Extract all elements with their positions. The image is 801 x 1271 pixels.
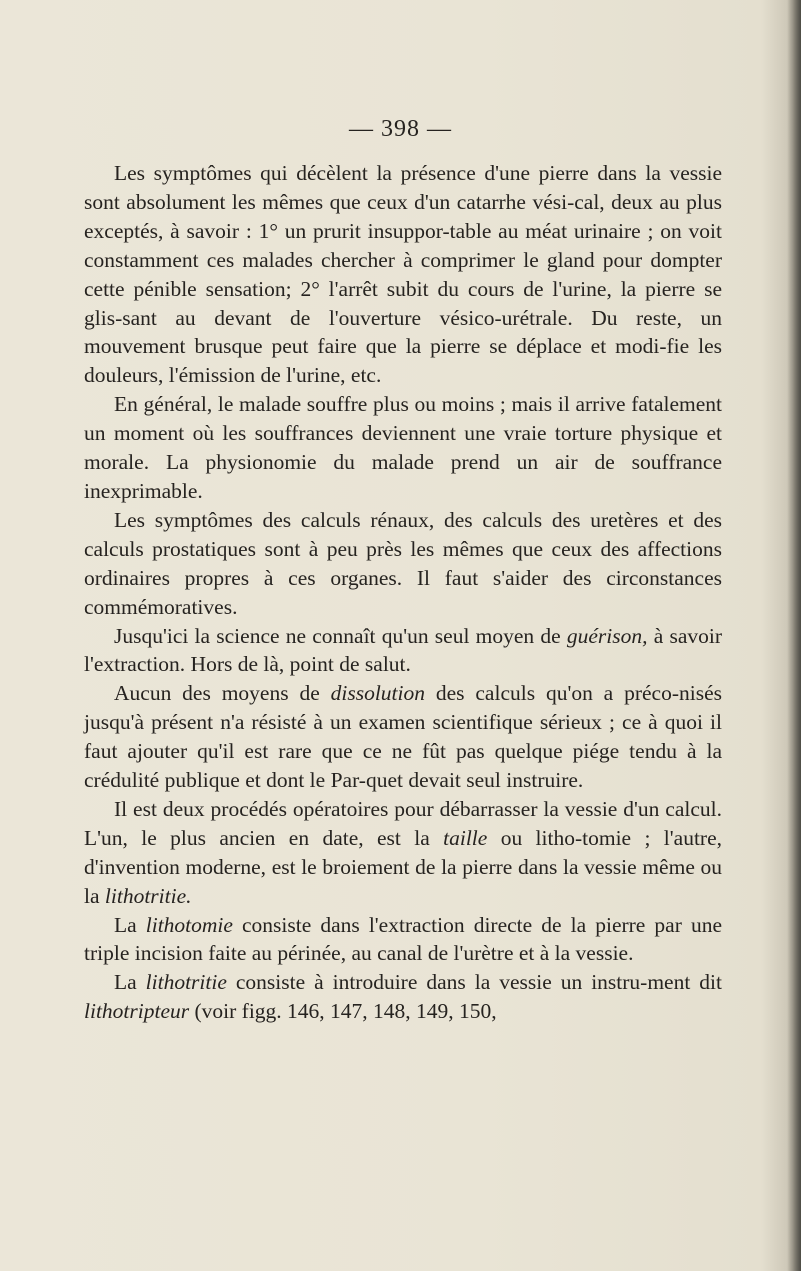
italic-term: lithotritie.: [104, 883, 192, 908]
text-run: La: [114, 970, 146, 995]
italic-term: lithotritie: [145, 970, 227, 995]
paragraph: [84, 506, 722, 622]
text-run: (voir figg. 146, 147, 148, 149, 150,: [189, 999, 497, 1024]
text-run: consiste dans l'extraction directe de la pierre par une triple incision faite au périnée, au canal de l'urètre et à la vessie.: [84, 912, 722, 966]
page-number: — 398 —: [349, 116, 452, 142]
italic-term: taille: [443, 825, 488, 850]
paragraph: [84, 968, 722, 1026]
text-run: Les symptômes qui décèlent la présence d'une pierre dans la vessie sont absolument les mêmes que ceux d'un catarrhe vési-cal, deux au plus exceptés, à savoir : 1° un prurit insuppor-table au méat urinaire ; on voit constamment ces malades chercher à comprimer le gland pour dompter cette pénible sensation; 2° l'arrêt subit du cours de l'urine, la pierre se glis-sant au devant de l'ouverture vésico-urétrale. Du reste, un mouvement brusque peut faire que la pierre se déplace et modi-fie les douleurs, l'émission de l'urine, etc.: [84, 161, 722, 388]
italic-term: lithotripteur: [84, 999, 190, 1024]
text-run: Les symptômes des calculs rénaux, des calculs des uretères et des calculs prostatiques sont à peu près les mêmes que ceux des affections ordinaires propres à ces organes. Il faut s'aider des circonstances commémoratives.: [84, 507, 722, 619]
paragraph: [84, 911, 722, 969]
text-run: des calculs qu'on a préco-nisés jusqu'à présent n'a résisté à un examen scientifique sérieux ; ce à quoi il faut ajouter qu'il est rare que ce ne fût pas quelque piége tendu à la crédulité publique et dont le Par-quet devait seul instruire.: [84, 681, 722, 793]
text-run: Il est deux procédés opératoires pour débarrasser la vessie d'un calcul. L'un, le plus ancien en date, est la: [84, 796, 722, 850]
text-run: consiste à introduire dans la vessie un instru-ment dit: [226, 970, 722, 995]
text-run: Aucun des moyens de: [114, 681, 331, 706]
text-run: En général, le malade souffre plus ou moins ; mais il arrive fatalement un moment où les souffrances deviennent une vraie torture physique et morale. La physionomie du malade prend un air de souffrance inexprimable.: [84, 392, 722, 503]
italic-term: guérison,: [566, 623, 648, 648]
text-run: La: [114, 912, 146, 937]
paragraph: [84, 679, 722, 795]
body-text: [84, 159, 722, 1026]
text-run: Jusqu'ici la science ne connaît qu'un seul moyen de: [114, 623, 567, 648]
text-run: à savoir l'extraction. Hors de là, point de salut.: [84, 623, 722, 677]
paragraph: [84, 390, 722, 506]
paragraph: [84, 795, 722, 911]
italic-term: lithotomie: [145, 912, 233, 937]
paragraph: [84, 159, 722, 390]
text-run: ou litho-tomie ; l'autre, d'invention moderne, est le broiement de la pierre dans la vessie même ou la: [84, 825, 722, 908]
page-edge-shadow: [787, 0, 801, 1271]
paragraph: [84, 622, 722, 680]
italic-term: dissolution: [330, 681, 425, 706]
